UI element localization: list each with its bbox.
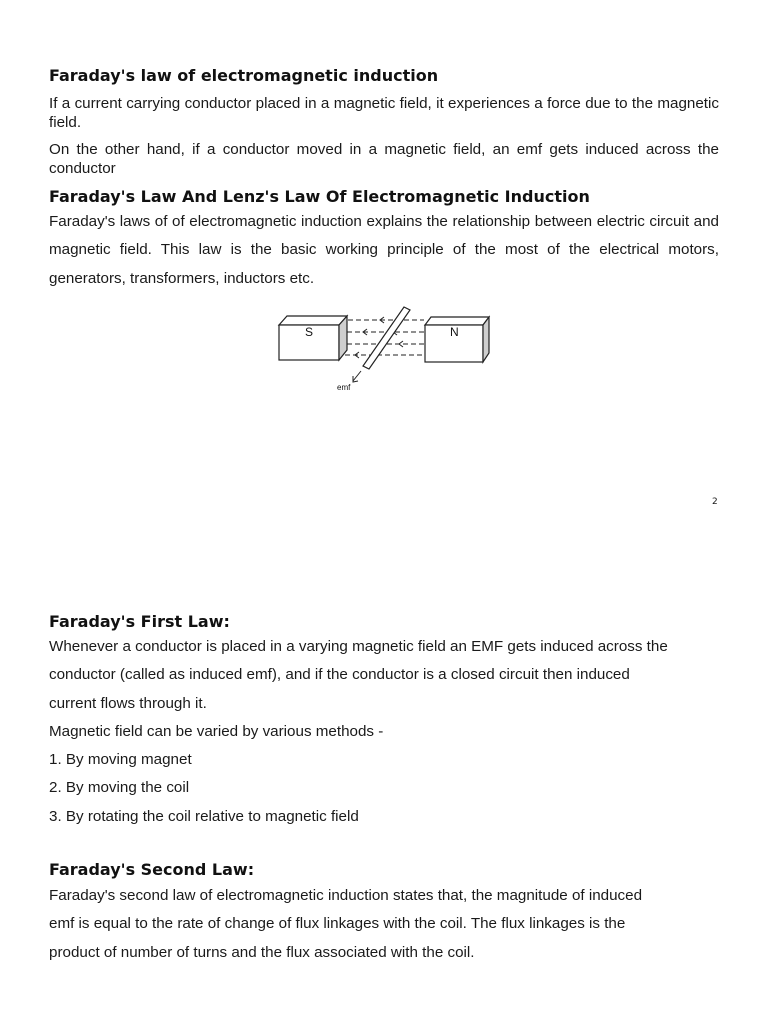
second-law-heading: Faraday's Second Law: bbox=[49, 860, 255, 879]
n-magnet-top bbox=[425, 317, 489, 325]
s-pole-label: S bbox=[305, 325, 314, 339]
list-item: 3. By rotating the coil relative to magnetic field bbox=[49, 807, 359, 825]
conductor-rod bbox=[363, 307, 410, 369]
list-item: 2. By moving the coil bbox=[49, 779, 190, 797]
first-law-body bbox=[49, 633, 719, 831]
first-law-line: Magnetic field can be varied by various methods - bbox=[49, 722, 384, 740]
emf-arrow bbox=[353, 371, 361, 381]
magnet-conductor-diagram bbox=[277, 303, 493, 395]
s-magnet-top bbox=[279, 316, 347, 325]
first-law-line: conductor (called as induced emf), and if the conductor is a closed circuit then induced bbox=[49, 666, 630, 684]
n-magnet-side bbox=[483, 317, 489, 362]
section1-paragraph-1: If a current carrying conductor placed in a magnetic field, it experiences a force due to the magnetic field. bbox=[49, 95, 719, 131]
section2-heading: Faraday's Law And Lenz's Law Of Electromagnetic Induction bbox=[49, 187, 590, 206]
section1-heading: Faraday's law of electromagnetic induction bbox=[49, 66, 439, 85]
first-law-line: current flows through it. bbox=[49, 694, 207, 712]
first-law-line: Whenever a conductor is placed in a varying magnetic field an EMF gets induced across the bbox=[49, 638, 668, 655]
second-law-line: Faraday's second law of electromagnetic induction states that, the magnitude of induced bbox=[49, 887, 643, 904]
first-law-heading: Faraday's First Law: bbox=[49, 612, 230, 631]
page-number: 2 bbox=[712, 497, 718, 507]
section1-paragraph-2: On the other hand, if a conductor moved in a magnetic field, an emf gets induced across the conductor bbox=[49, 141, 719, 177]
n-pole-label: N bbox=[450, 325, 459, 339]
list-item: 1. By moving magnet bbox=[49, 751, 192, 769]
second-law-line: emf is equal to the rate of change of flux linkages with the coil. The flux linkages is the bbox=[49, 915, 626, 933]
second-law-body bbox=[49, 882, 719, 967]
section2-paragraph: Faraday's laws of of electromagnetic induction explains the relationship between electric circuit and magnetic field. This law is the basic working principle of the most of the electrical motors, generators, transformers, inductors etc. bbox=[49, 213, 719, 287]
emf-label: emf bbox=[337, 383, 351, 392]
second-law-line: product of number of turns and the flux associated with the coil. bbox=[49, 943, 475, 961]
